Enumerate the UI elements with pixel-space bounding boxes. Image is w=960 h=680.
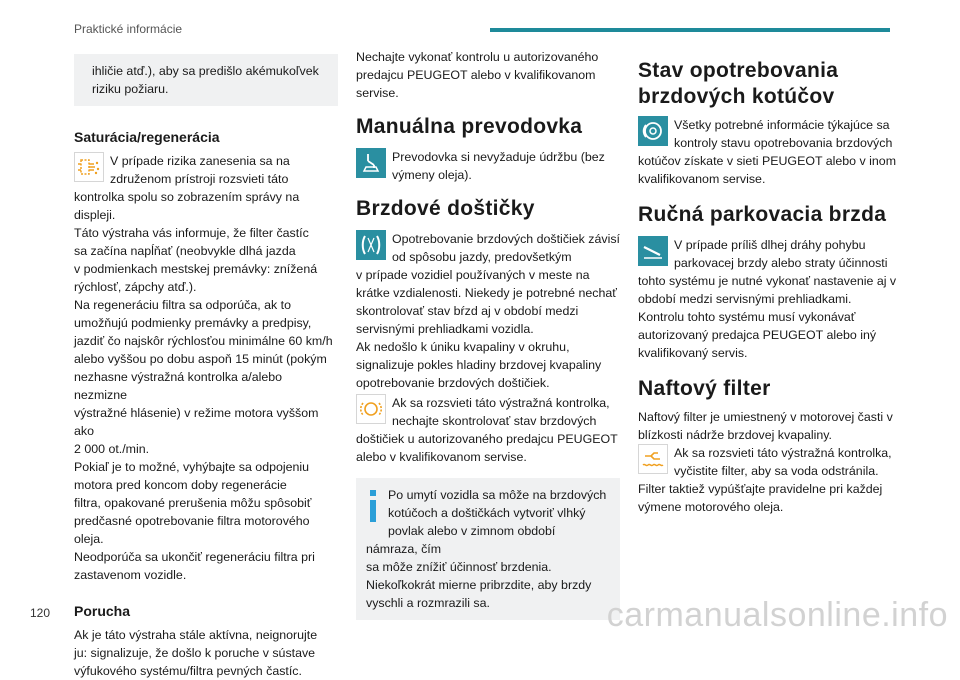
text-line: v podmienkach mestskej premávky: znížená xyxy=(74,262,318,276)
text-line: Nechajte vykonať kontrolu u autorizovaného xyxy=(356,50,599,64)
text-line: blízkosti nádrže brzdovej kvapaliny. xyxy=(638,428,832,442)
info-icon xyxy=(366,486,380,526)
text-line: vyčistite filter, aby sa voda odstránila. xyxy=(674,464,879,478)
text-line: signalizuje pokles hladiny brzdovej kvapaliny xyxy=(356,358,602,372)
column-2 xyxy=(356,48,620,620)
text-line: kontroly stavu opotrebovania brzdových xyxy=(674,136,893,150)
diesel-warning-text xyxy=(638,444,900,516)
text-line: servise. xyxy=(356,86,399,100)
text-line: tohto systému je nutné vykonať nastavenie aj v xyxy=(638,274,897,288)
text-line: kotúčoch a doštičkách vytvoriť vlhký xyxy=(388,506,586,520)
text-line: Ak nedošlo k úniku kvapaliny v okruhu, xyxy=(356,340,570,354)
info-box-text xyxy=(366,486,610,612)
text-line: rýchlosť, zápchy atď.). xyxy=(74,280,197,294)
fault-heading: Porucha xyxy=(74,603,131,619)
text-line: kvalifikovanom servise. xyxy=(638,172,766,186)
text-line: povlak alebo v zimnom období námraza, čím xyxy=(366,524,556,556)
brake-discs-text xyxy=(638,116,900,188)
text-line: jazdiť čo najskôr rýchlosťou minimálne 60 km/h xyxy=(74,334,333,348)
diesel-filter-heading: Naftový filter xyxy=(638,377,771,400)
info-box-braking xyxy=(356,478,620,620)
text-line: Ak sa rozsvieti táto výstražná kontrolka, xyxy=(392,396,610,410)
text-line: Naftový filter je umiestnený v motorovej časti v xyxy=(638,410,893,424)
text-line: sa môže znížiť účinnosť brzdenia. xyxy=(366,560,552,574)
text-line: parkovacej brzdy alebo straty účinnosti xyxy=(674,256,888,270)
brake-discs-heading-line-2: brzdových kotúčov xyxy=(638,85,835,108)
parking-brake-icon xyxy=(638,236,668,266)
text-line: od spôsobu jazdy, predovšetkým xyxy=(392,250,572,264)
brake-discs-heading xyxy=(638,58,900,110)
text-line: zastavenom vozidle. xyxy=(74,568,187,582)
diesel-warning-block xyxy=(638,444,900,516)
particle-filter-warning-icon xyxy=(74,152,104,182)
saturation-heading: Saturácia/regenerácia xyxy=(74,129,220,145)
brake-pads-text xyxy=(356,230,620,392)
text-line: motora pred koncom doby regenerácie xyxy=(74,478,287,492)
text-line: filtra, opakované prerušenia môžu spôsobiť xyxy=(74,496,312,510)
text-line: kvalifikovaný servis. xyxy=(638,346,748,360)
note-box-continued xyxy=(74,54,338,106)
text-line: V prípade rizika zanesenia sa na xyxy=(110,154,290,168)
text-line: skontrolovať stav bŕzd aj v období medzi xyxy=(356,304,579,318)
text-line: Niekoľkokrát mierne pribrzdite, aby brzdy xyxy=(366,578,592,592)
fault-text xyxy=(74,626,338,680)
text-line: Ak sa rozsvieti táto výstražná kontrolka, xyxy=(674,446,892,460)
text-line: nechajte skontrolovať stav brzdových xyxy=(392,414,597,428)
brake-pads-block xyxy=(356,230,620,392)
manual-gearbox-text xyxy=(356,148,620,184)
text-line: doštičiek u autorizovaného predajcu PEUGEOT xyxy=(356,432,618,446)
header-accent-bar xyxy=(490,28,890,32)
brake-pad-warning-block xyxy=(356,394,620,466)
text-line: období medzi servisnými prehliadkami. xyxy=(638,292,852,306)
text-line: Ak je táto výstraha stále aktívna, neignorujte xyxy=(74,628,318,642)
parking-brake-heading: Ručná parkovacia brzda xyxy=(638,203,887,226)
text-line: Na regeneráciu filtra sa odporúča, ak to xyxy=(74,298,291,312)
text-line: autorizovaný predajca PEUGEOT alebo iný xyxy=(638,328,877,342)
text-line: ju: signalizuje, že došlo k poruche v sústave xyxy=(74,646,316,660)
text-line: V prípade príliš dlhej dráhy pohybu xyxy=(674,238,866,252)
text-line: výmene motorového oleja. xyxy=(638,500,784,514)
brake-discs-heading-line-1: Stav opotrebovania xyxy=(638,59,839,82)
text-line: servisnými prehliadkami vozidla. xyxy=(356,322,534,336)
parking-brake-text xyxy=(638,236,900,362)
text-line: sa začína napĺňať (neobvykle dlhá jazda xyxy=(74,244,296,258)
text-line: Filter taktiež vypúšťajte pravidelne pri každej xyxy=(638,482,883,496)
brake-pads-heading: Brzdové doštičky xyxy=(356,197,535,220)
text-line: umožňujú podmienky premávky a predpisy, xyxy=(74,316,312,330)
parking-brake-block xyxy=(638,236,900,362)
text-line: Pokiaľ je to možné, vyhýbajte sa odpojeniu xyxy=(74,460,310,474)
text-line: kotúčov získate v sieti PEUGEOT alebo v inom xyxy=(638,154,897,168)
text-line: výfukového systému/filtra pevných častíc. xyxy=(74,664,302,678)
text-line: kontrolka spolu so zobrazením správy na xyxy=(74,190,300,204)
text-line: Prevodovka si nevyžaduje údržbu (bez xyxy=(392,150,605,164)
page-number: 120 xyxy=(30,606,51,620)
saturation-text xyxy=(74,152,338,584)
inspection-text xyxy=(356,48,620,102)
text-line: displeji. xyxy=(74,208,116,222)
text-line: Po umytí vozidla sa môže na brzdových xyxy=(388,488,607,502)
text-line: predčasné opotrebovanie filtra motorového oleja. xyxy=(74,514,310,546)
text-line: nezhasne výstražná kontrolka a/alebo nezmizne xyxy=(74,370,283,402)
text-line: združenom prístroji rozsvieti táto xyxy=(110,172,289,186)
brake-pad-wear-warning-icon xyxy=(356,394,386,424)
brake-pads-icon xyxy=(356,230,386,260)
text-line: Všetky potrebné informácie týkajúce sa xyxy=(674,118,890,132)
text-line: krátke vzdialenosti. Niekedy je potrebné nechať xyxy=(356,286,617,300)
column-1 xyxy=(74,48,338,680)
text-line: Neodporúča sa ukončiť regeneráciu filtra pri xyxy=(74,550,315,564)
text-line: Kontrolu tohto systému musí vykonávať xyxy=(638,310,856,324)
text-line: opotrebovanie brzdových doštičiek. xyxy=(356,376,550,390)
note-box-text: ihličie atď.), aby sa predišlo akémukoľvek riziku požiaru. xyxy=(92,64,319,96)
text-line: 2 000 ot./min. xyxy=(74,442,150,456)
text-line: predajcu PEUGEOT alebo v kvalifikovanom xyxy=(356,68,596,82)
gearbox-icon xyxy=(356,148,386,178)
text-line: v prípade vozidiel používaných v meste na xyxy=(356,268,590,282)
watermark: carmanualsonline.info xyxy=(606,596,948,634)
text-line: vyschli a rozmrazili sa. xyxy=(366,596,490,610)
diesel-water-warning-icon xyxy=(638,444,668,474)
text-line: Táto výstraha vás informuje, že filter častíc xyxy=(74,226,309,240)
brake-pad-warning-text xyxy=(356,394,620,466)
text-line: alebo vyššou po dobu aspoň 15 minút (pokým xyxy=(74,352,327,366)
diesel-filter-text xyxy=(638,408,900,444)
text-line: alebo v kvalifikovanom servise. xyxy=(356,450,527,464)
brake-disc-icon xyxy=(638,116,668,146)
saturation-block xyxy=(74,152,338,584)
brake-discs-block xyxy=(638,116,900,188)
column-3 xyxy=(638,48,900,516)
text-line: Opotrebovanie brzdových doštičiek závisí xyxy=(392,232,620,246)
text-line: výmeny oleja). xyxy=(392,168,472,182)
manual-gearbox-block xyxy=(356,148,620,184)
manual-gearbox-heading: Manuálna prevodovka xyxy=(356,115,583,138)
page-header-title: Praktické informácie xyxy=(74,22,183,36)
text-line: výstražné hlásenie) v režime motora vyššom ako xyxy=(74,406,319,438)
